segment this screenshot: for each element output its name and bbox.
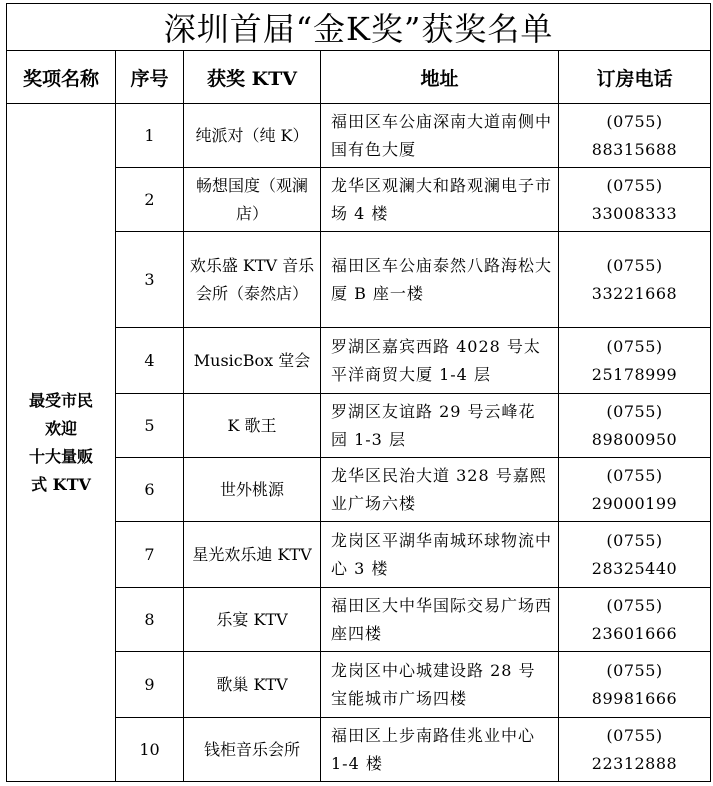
ktv-name-cell: K 歌王 xyxy=(184,394,321,458)
address-cell: 罗湖区嘉宾西路 4028 号太平洋商贸大厦 1-4 层 xyxy=(321,328,559,394)
seq-cell: 3 xyxy=(116,232,184,328)
phone-cell: (0755) 33008333 xyxy=(559,168,711,232)
award-table xyxy=(6,3,711,782)
phone-cell: (0755) 23601666 xyxy=(559,588,711,652)
phone-cell: (0755) 29000199 xyxy=(559,458,711,522)
title-row xyxy=(7,4,711,51)
address-cell: 龙岗区平湖华南城环球物流中心 3 楼 xyxy=(321,522,559,588)
header-seq: 序号 xyxy=(116,51,184,104)
phone-cell: (0755) 28325440 xyxy=(559,522,711,588)
header-award: 奖项名称 xyxy=(7,51,116,104)
seq-cell: 5 xyxy=(116,394,184,458)
address-cell: 龙岗区中心城建设路 28 号宝能城市广场四楼 xyxy=(321,652,559,718)
seq-cell: 2 xyxy=(116,168,184,232)
category-line: 式 KTV xyxy=(31,474,91,494)
ktv-name-cell: 歌巢 KTV xyxy=(184,652,321,718)
ktv-name-cell: 乐宴 KTV xyxy=(184,588,321,652)
header-ktv: 获奖 KTV xyxy=(184,51,321,104)
ktv-name-cell: 纯派对（纯 K） xyxy=(184,104,321,168)
phone-cell: (0755) 25178999 xyxy=(559,328,711,394)
seq-cell: 6 xyxy=(116,458,184,522)
seq-cell: 4 xyxy=(116,328,184,394)
seq-cell: 1 xyxy=(116,104,184,168)
ktv-name-cell: 畅想国度（观澜店） xyxy=(184,168,321,232)
phone-cell: (0755) 89800950 xyxy=(559,394,711,458)
ktv-name-cell: 欢乐盛 KTV 音乐会所（泰然店） xyxy=(184,232,321,328)
table-row xyxy=(7,104,711,168)
phone-cell: (0755) 88315688 xyxy=(559,104,711,168)
address-cell: 龙华区民治大道 328 号嘉熙业广场六楼 xyxy=(321,458,559,522)
address-cell: 福田区车公庙深南大道南侧中国有色大厦 xyxy=(321,104,559,168)
address-cell: 福田区上步南路佳兆业中心 1-4 楼 xyxy=(321,718,559,782)
ktv-name-cell: 星光欢乐迪 KTV xyxy=(184,522,321,588)
seq-cell: 9 xyxy=(116,652,184,718)
category-line: 欢迎 xyxy=(44,418,77,438)
seq-cell: 7 xyxy=(116,522,184,588)
category-line: 十大量贩 xyxy=(28,446,93,466)
phone-cell: (0755) 89981666 xyxy=(559,652,711,718)
address-cell: 福田区车公庙泰然八路海松大厦 B 座一楼 xyxy=(321,232,559,328)
seq-cell: 8 xyxy=(116,588,184,652)
ktv-name-cell: MusicBox 堂会 xyxy=(184,328,321,394)
ktv-name-cell: 世外桃源 xyxy=(184,458,321,522)
seq-cell: 10 xyxy=(116,718,184,782)
address-cell: 罗湖区友谊路 29 号云峰花园 1-3 层 xyxy=(321,394,559,458)
header-row xyxy=(7,51,711,104)
category-cell xyxy=(7,104,116,782)
header-phone: 订房电话 xyxy=(559,51,711,104)
category-line: 最受市民 xyxy=(28,390,93,410)
address-cell: 福田区大中华国际交易广场西座四楼 xyxy=(321,588,559,652)
address-cell: 龙华区观澜大和路观澜电子市场 4 楼 xyxy=(321,168,559,232)
header-address: 地址 xyxy=(321,51,559,104)
phone-cell: (0755) 22312888 xyxy=(559,718,711,782)
ktv-name-cell: 钱柜音乐会所 xyxy=(184,718,321,782)
page-title: 深圳首届“金K奖”获奖名单 xyxy=(7,4,711,51)
phone-cell: (0755) 33221668 xyxy=(559,232,711,328)
